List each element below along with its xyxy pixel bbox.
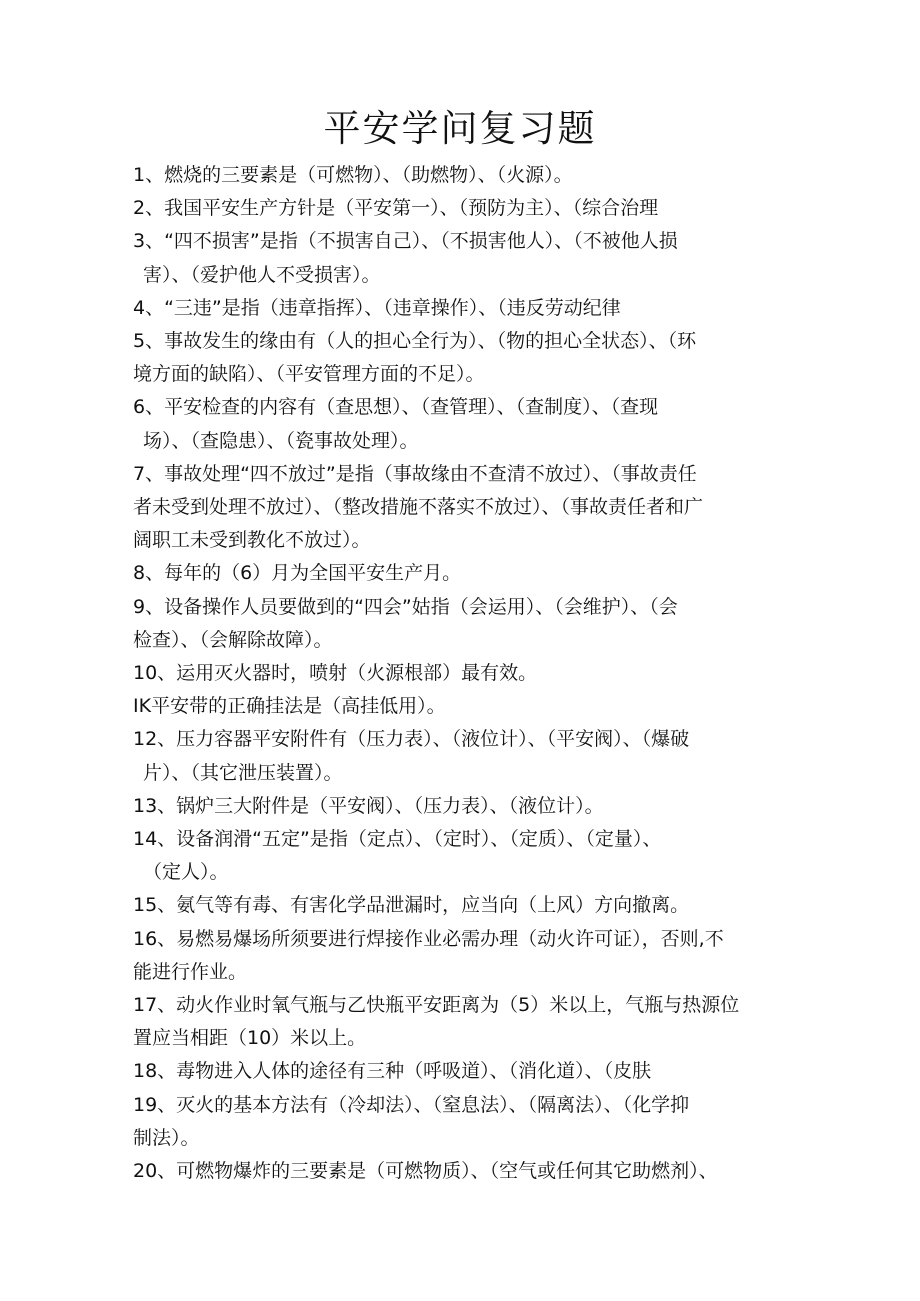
question-item [133, 1089, 783, 1155]
question-item [133, 159, 783, 192]
question-line: 3、“四不损害”是指（不损害自己）、（不损害他人）、（不被他人损 [133, 230, 678, 253]
question-item [133, 292, 783, 325]
question-item [133, 391, 783, 457]
question-line: 1、燃烧的三要素是（可燃物）、（助燃物）、（火源）。 [133, 164, 573, 186]
question-item [133, 557, 783, 590]
question-item [133, 325, 783, 391]
question-item [133, 790, 783, 823]
question-item [133, 458, 783, 558]
question-item [133, 723, 783, 789]
question-line: 4、“三违”是指（违章指挥）、（违章操作）、（违反劳动纪律 [133, 296, 621, 319]
question-item [133, 889, 783, 922]
question-list [133, 159, 783, 1188]
question-item [133, 657, 783, 690]
question-line: 20、可燃物爆炸的三要素是（可燃物质）、（空气或任何其它助燃剂）、 [133, 1160, 718, 1183]
question-line: 场）、（查隐患）、（瓷事故处理）。 [143, 429, 419, 452]
question-line: 5、事故发生的缘由有（人的担心全行为）、（物的担心全状态）、（环 [133, 330, 697, 353]
question-line: 境方面的缺陷）、（平安管理方面的不足）。 [133, 363, 485, 386]
question-line: 18、毒物进入人体的途径有三种（呼吸道）、（消化道）、（皮肤 [133, 1060, 652, 1083]
question-line: 14、设备润滑“五定”是指（定点）、（定时）、（定质）、（定量）、 [133, 828, 662, 851]
question-item [133, 591, 783, 657]
question-item [133, 690, 783, 723]
question-line: 9、设备操作人员要做到的“四会”姑指（会运用）、（会维护）、（会 [133, 595, 678, 618]
question-line: 15、氨气等有毒、有害化学品泄漏时，应当向（上风）方向撤离。 [133, 894, 690, 917]
question-line: 检查）、（会解除故障）。 [133, 628, 333, 651]
question-line: 10、运用灭火器时，喷射（火源根部）最有效。 [133, 662, 538, 685]
question-line: 者未受到处理不放过）、（整改措施不落实不放过）、（事故责任者和广 [133, 496, 704, 519]
question-item [133, 1055, 783, 1088]
question-line: 8、每年的（6）月为全国平安生产月。 [133, 562, 462, 585]
question-line: 能进行作业。 [133, 960, 248, 983]
question-item [133, 989, 783, 1055]
question-line: （定人）。 [143, 861, 229, 884]
question-line: 置应当相距（10）米以上。 [133, 1027, 367, 1050]
question-line: 16、易燃易爆场所须要进行焊接作业必需办理（动火许可证），否则,不 [133, 927, 724, 950]
question-line: IK平安带的正确挂法是（高挂低用）。 [133, 695, 446, 718]
page-title: 平安学问复习题 [323, 107, 597, 150]
question-item [133, 225, 783, 291]
question-item [133, 192, 783, 225]
question-line: 2、我国平安生产方针是（平安第一）、（预防为主）、（综合治理 [133, 197, 659, 220]
question-line: 7、事故处理“四不放过”是指（事故缘由不查清不放过）、（事故责任 [133, 462, 697, 485]
question-line: 6、平安检查的内容有（查思想）、（查管理）、（查制度）、（查现 [133, 396, 659, 419]
question-line: 13、锅炉三大附件是（平安阀）、（压力表）、（液位计）。 [133, 794, 604, 817]
question-line: 害）、（爱护他人不受损害）。 [143, 263, 381, 286]
question-line: 19、灭火的基本方法有（冷却法）、（窒息法）、（隔离法）、（化学抑 [133, 1093, 690, 1116]
question-line: 片）、（其它泄压装置）。 [143, 761, 343, 784]
question-line: 阔职工未受到教化不放过）。 [133, 529, 371, 552]
question-line: 制法）。 [133, 1126, 200, 1149]
question-line: 17、动火作业时氧气瓶与乙快瓶平安距离为（5）米以上，气瓶与热源位 [133, 994, 740, 1017]
question-item [133, 923, 783, 989]
question-item [133, 1155, 783, 1188]
question-line: 12、压力容器平安附件有（压力表）、（液位计）、（平安阀）、（爆破 [133, 728, 690, 751]
question-item [133, 823, 783, 889]
